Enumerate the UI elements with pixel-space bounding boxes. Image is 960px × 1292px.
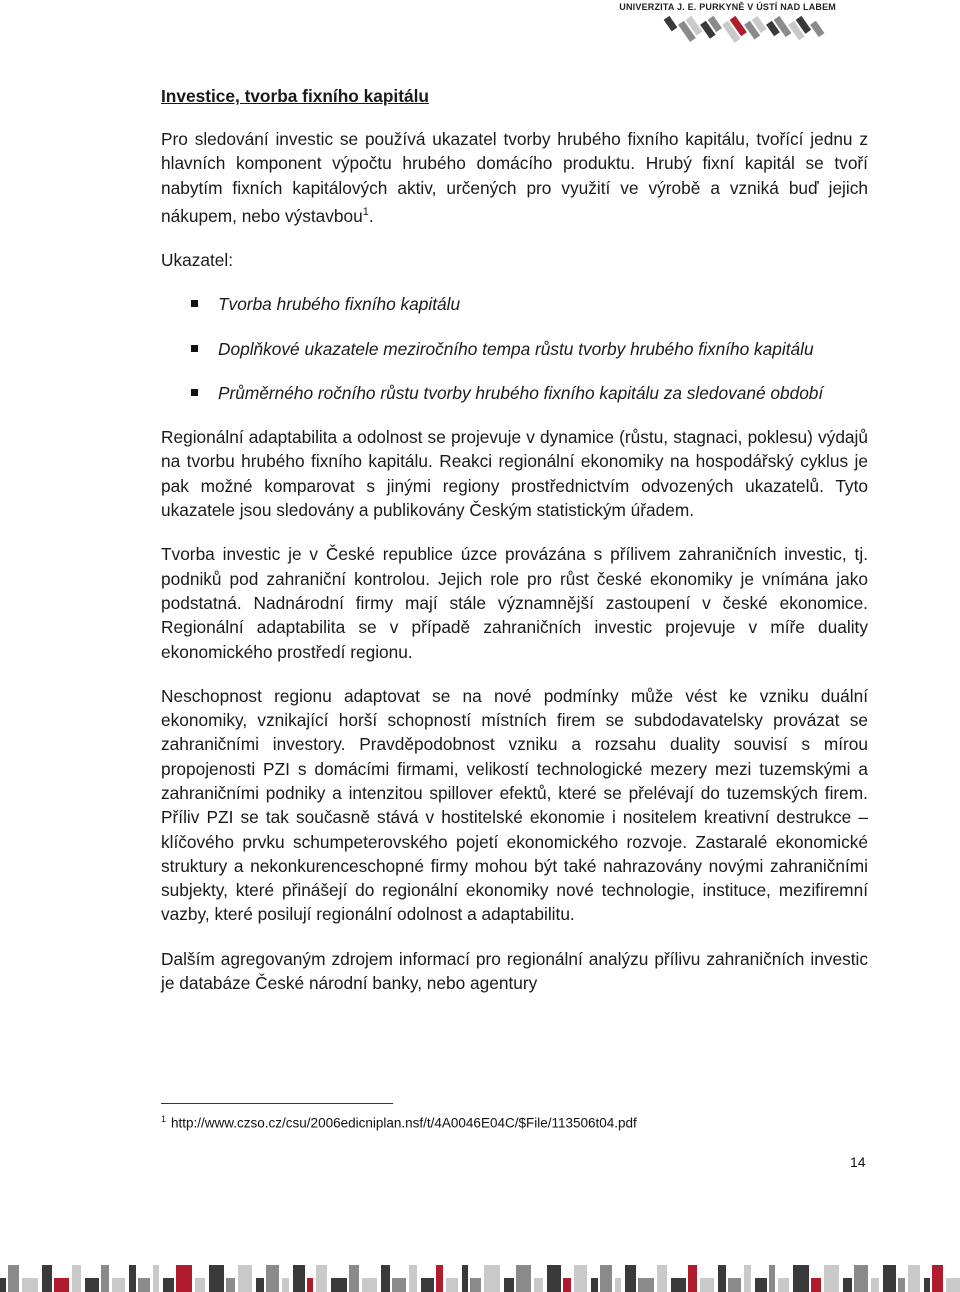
main-content [161,86,868,995]
footer-bar [883,1265,896,1292]
footer-bar [591,1278,598,1292]
footer-bar [176,1265,192,1292]
footer-bar [362,1278,377,1292]
footer-bar [688,1265,697,1292]
footer-bar [854,1265,868,1292]
footer-bar [409,1265,417,1292]
footer-bar [547,1265,561,1292]
footer-bar [436,1265,443,1292]
footer-bar [129,1265,136,1292]
footer-bar [42,1265,52,1292]
footer-bar [600,1265,612,1292]
logo-stripe [664,16,678,31]
intro-text: Pro sledování investic se používá ukazatel tvorby hrubého fixního kapitálu, tvořící jednu z hlavních komponent výpočtu hrubého domácího produktu. Hrubý fixní kapitál se tvoří nabytím fixních kapitálových aktiv, určených pro využití ve výrobě a vzniká buď jejich nákupem, nebo výstavbou [161,129,868,226]
footer-bar [316,1265,327,1292]
footer-bar [85,1278,99,1292]
footnote-reference[interactable]: 1 [362,205,369,218]
footer-bar [112,1278,125,1292]
footer-bar [946,1278,960,1292]
footer-bar [195,1278,205,1292]
footer-bar [755,1278,767,1292]
footer-bar [574,1265,587,1292]
footer-bar [54,1278,69,1292]
footer-bar [282,1278,289,1292]
footnote [161,1114,637,1131]
footer-bar [226,1278,235,1292]
paragraph-investment-creation: Tvorba investic je v České republice úzce provázána s přílivem zahraničních investic, tj. podniků pod zahraniční kontrolou. Jejich role pro růst české ekonomiky je vnímána jako podstatná. Nadnárodní firmy mají stále významnější zastoupení v české ekonomice. Regionální adaptabilita se v případě zahraničních investic projevuje v míře duality ekonomického prostředí regionu. [161,544,868,662]
paragraph-regional-adaptability: Regionální adaptabilita a odolnost se projevuje v dynamice (růstu, stagnaci, poklesu) výdajů na tvorbu hrubého fixního kapitálu. Reakci regionální ekonomiky na hospodářský cyklus je pak možné komparovat s jinými regiony prostřednictvím odvozených ukazatelů. Tyto ukazatele jsou sledovány a publikovány Českým statistickým úřadem. [161,427,868,521]
list-item-text: Průměrného ročního růstu tvorby hrubého fixního kapitálu za sledované období [218,382,824,403]
footnote-number: 1 [161,1114,167,1124]
logo-stripes-icon [660,12,830,46]
list-item [161,381,868,405]
footer-decorative-bars [0,1250,960,1292]
footer-bar [72,1265,81,1292]
footer-bar [22,1278,38,1292]
footer-bar [638,1278,654,1292]
footer-bar [163,1278,174,1292]
university-logo [619,2,836,12]
indicator-list [161,292,868,405]
footnote-link[interactable]: http://www.czso.cz/csu/2006edicniplan.nsf/t/4A0046E04C/$File/113506t04.pdf [171,1115,637,1131]
footer-bar [924,1278,930,1292]
list-item-text: Doplňkové ukazatele meziročního tempa růstu tvorby hrubého fixního kapitálu [218,338,814,359]
footer-bar [898,1278,905,1292]
bullet-square-icon [191,389,198,396]
footer-bar [871,1278,879,1292]
footer-bar [101,1265,109,1292]
paragraph-data-sources: Dalším agregovaným zdrojem informací pro regionální analýzu přílivu zahraničních investic je databáze České národní banky, nebo agentury [161,948,868,994]
footer-bar [470,1278,481,1292]
footer-bar [811,1278,821,1292]
footer-bar [932,1265,943,1292]
list-item [161,337,868,361]
list-item-text: Tvorba hrubého fixního kapitálu [218,294,461,315]
footer-bar [266,1265,279,1292]
footer-bar [381,1265,390,1292]
intro-paragraph [161,127,868,228]
paragraph-dual-economy: Neschopnost regionu adaptovat se na nové podmínky může vést ke vzniku duální ekonomiky, vznikající horší schopností místních firem se subdodavatelsky provázat se zahraničními investory. Pravděpodobnost vzniku a rozsahu duality souvisí s mírou propojenosti PZI s domácími firmami, velikostí technologické mezery mezi tuzemskými a zahraničními podniky a intenzitou spillover efektů, které se přelévají do tuzemských firem. Příliv PZI se tak současně stává v hostitelské ekonomie i nositelem kreativní destrukce – klíčového prvku schumpeterovského pojetí ekonomického rozvoje. Zastaralé ekonomické struktury a nekonkurenceschopné firmy mohou být také nahrazovány novými zahraničními subjekty, které přinášejí do regionální ekonomiky nové technologie, instituce, mezifiremní vazby, které posilují regionální odolnost a adaptabilitu. [161,685,868,925]
footer-bar [153,1265,159,1292]
footer-bar [0,1278,6,1292]
footer-bar [700,1278,714,1292]
footer-bar [516,1265,531,1292]
logo-text: UNIVERZITA J. E. PURKYNĚ V ÚSTÍ NAD LABEM [619,2,836,12]
footer-bar [462,1265,468,1292]
bullet-square-icon [191,300,198,307]
footer-bar [504,1278,514,1292]
footer-bar [484,1265,500,1292]
page-number: 14 [850,1154,866,1170]
footer-bar [824,1265,839,1292]
footer-bar [421,1278,434,1292]
footer-bar [625,1265,636,1292]
footer-bar [908,1265,920,1292]
footer-bar [209,1265,224,1292]
footer-bar [307,1278,313,1292]
footer-bar [728,1278,741,1292]
footer-bar [238,1265,252,1292]
footer-bar [256,1278,264,1292]
footer-bar [615,1278,621,1292]
intro-period: . [368,205,374,226]
logo-stripe [810,21,824,37]
section-title: Investice, tvorba fixního kapitálu [161,86,429,106]
footnote-divider [161,1103,393,1104]
footer-bar [778,1278,789,1292]
list-item [161,292,868,316]
footer-bar [534,1278,543,1292]
footer-bar [843,1278,852,1292]
footer-bar [8,1265,19,1292]
footer-bar [563,1278,571,1292]
footer-bar [718,1265,726,1292]
footer-bar [331,1278,347,1292]
footer-bar [446,1278,458,1292]
footer-bar [293,1265,305,1292]
footer-bar [349,1265,359,1292]
footer-bar [657,1265,667,1292]
footer-bar [769,1265,775,1292]
indicator-label: Ukazatel: [161,249,234,270]
footer-bar [671,1278,686,1292]
footer-bar [392,1278,406,1292]
bullet-square-icon [191,345,198,352]
footer-bar [744,1265,751,1292]
footer-bar [138,1278,150,1292]
footer-bar [793,1265,809,1292]
